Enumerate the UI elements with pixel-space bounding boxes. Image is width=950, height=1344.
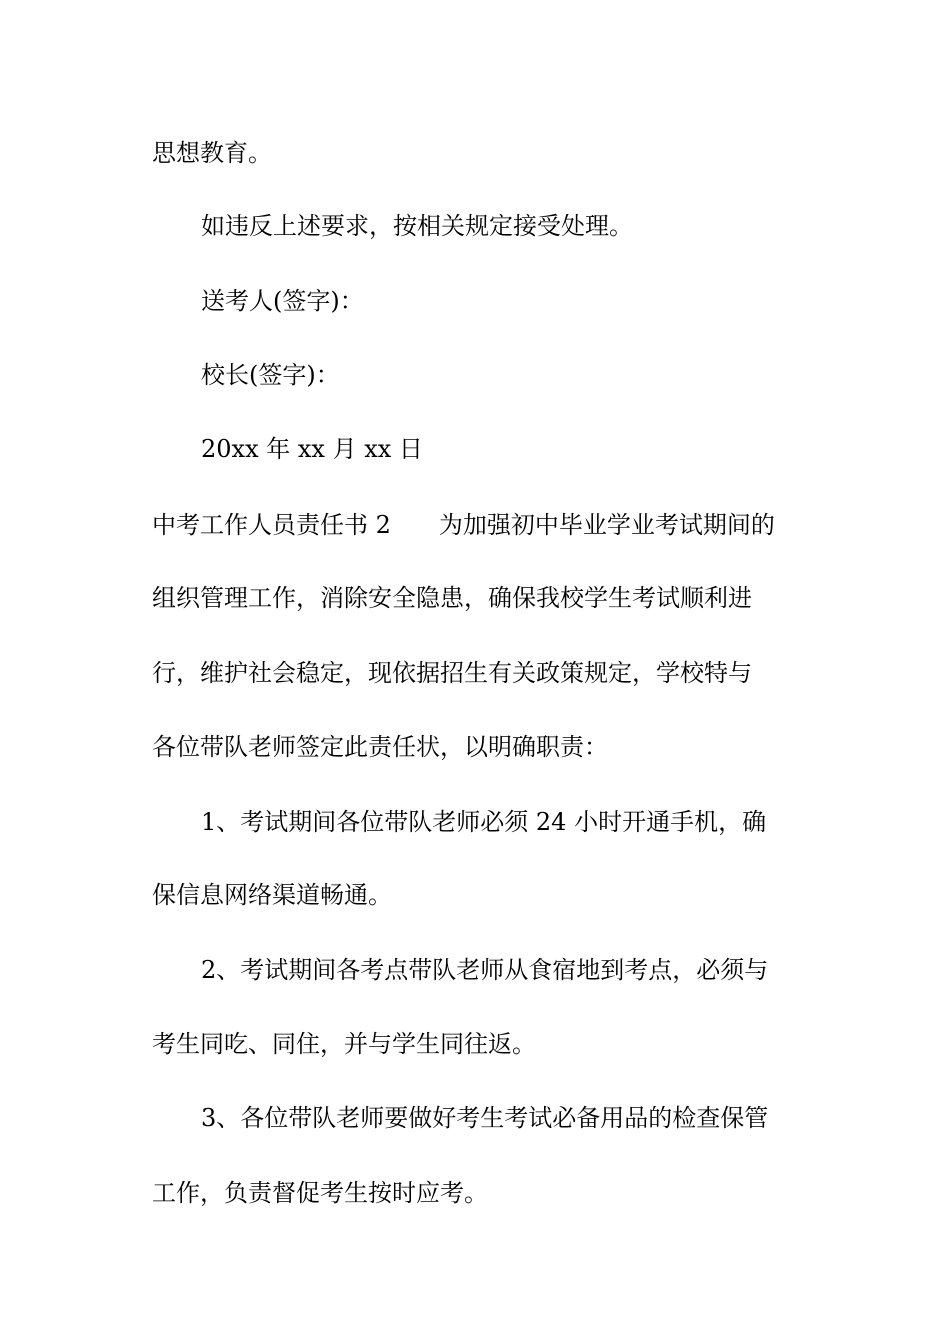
text-line: 组织管理工作，消除安全隐患，确保我校学生考试顺利进 bbox=[152, 584, 752, 612]
text-line: 保信息网络渠道畅通。 bbox=[152, 881, 392, 909]
section-heading-line bbox=[152, 507, 812, 543]
text-line: 20xx 年 xx 月 xx 日 bbox=[201, 435, 423, 463]
text-line: 行，维护社会稳定，现依据招生有关政策规定，学校特与 bbox=[152, 659, 752, 687]
text-line: 校长(签字)： bbox=[201, 361, 340, 389]
text-line: 思想教育。 bbox=[152, 139, 272, 167]
text-line: 3、各位带队老师要做好考生考试必备用品的检查保管 bbox=[201, 1104, 769, 1132]
text-line: 2、考试期间各考点带队老师从食宿地到考点，必须与 bbox=[201, 956, 769, 984]
text-line: 工作，负责督促考生按时应考。 bbox=[152, 1179, 488, 1207]
section-title: 中考工作人员责任书 2 bbox=[152, 511, 391, 539]
text-segment: 为加强初中毕业学业考试期间的 bbox=[438, 511, 775, 539]
text-line: 1、考试期间各位带队老师必须 24 小时开通手机，确 bbox=[201, 808, 767, 836]
text-line: 如违反上述要求，按相关规定接受处理。 bbox=[201, 212, 633, 240]
text-line: 考生同吃、同住，并与学生同往返。 bbox=[152, 1030, 536, 1058]
text-line: 各位带队老师签定此责任状，以明确职责： bbox=[152, 733, 608, 761]
text-line: 送考人(签字)： bbox=[201, 287, 364, 315]
